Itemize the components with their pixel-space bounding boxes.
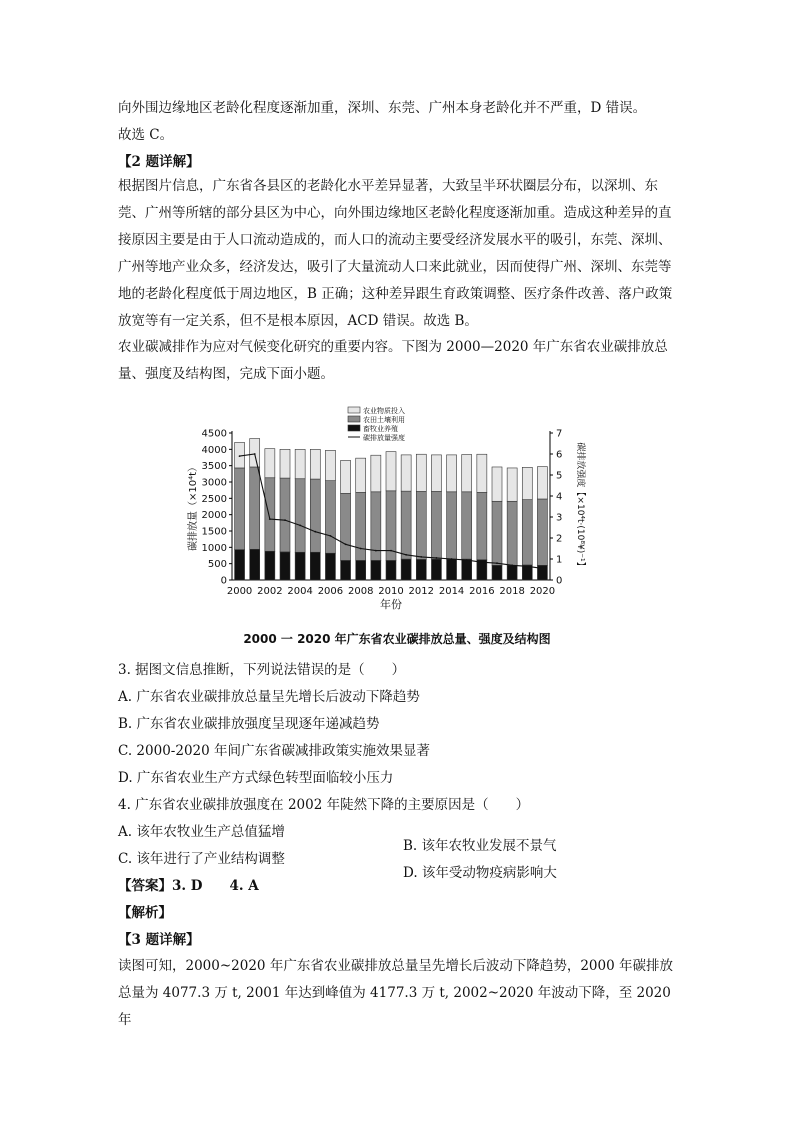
- x-tick-label: 2010: [378, 586, 404, 597]
- x-tick-label: 2008: [347, 586, 374, 597]
- bar-segment: [401, 455, 411, 491]
- bar-segment: [310, 552, 320, 580]
- bar-segment: [492, 501, 502, 565]
- q2-heading: 【2 题详解】: [118, 154, 200, 170]
- y-axis-label-left: 碳排放量（×10⁴t）: [188, 461, 199, 552]
- y-tick-label-right: 2: [556, 533, 563, 545]
- bar-segment: [295, 479, 305, 553]
- q4-option-d: D. 该年受动物疫病影响大: [403, 864, 557, 881]
- bar-segment: [507, 501, 517, 565]
- intensity-point: [390, 550, 392, 552]
- q3-option-b: B. 广东省农业碳排放强度呈现逐年递减趋势: [118, 716, 380, 732]
- intensity-point: [420, 556, 422, 558]
- intro2-paragraph: 农业碳减排作为应对气候变化研究的重要内容。下图为 2000—2020 年广东省农业碳排放总量、强度及结构图，完成下面小题。: [118, 339, 668, 382]
- intensity-point: [239, 455, 241, 457]
- bar-segment: [265, 478, 275, 551]
- bar-segment: [462, 492, 472, 559]
- bar-segment: [356, 560, 366, 580]
- legend-label: 农业物质投入: [363, 407, 405, 415]
- intensity-point: [360, 548, 362, 550]
- bar-segment: [371, 560, 381, 580]
- bar-segment: [250, 439, 260, 467]
- y-tick-label-right: 6: [556, 449, 563, 461]
- bar-segment: [431, 455, 441, 492]
- bar-segment: [356, 458, 366, 492]
- bar-segment: [447, 455, 457, 492]
- bar-segment: [325, 553, 335, 580]
- q2-paragraph: 根据图片信息，广东省各县区的老龄化水平差异显著，大致呈半环状圈层分布，以深圳、东莞、广州等所辖的部分县区为中心，向外围边缘地区老龄化程度逐渐加重。造成这种差异的直接原因主要是由于人口流动造成的，而人口的流动主要受经济发展水平的吸引，东莞、深圳、广州等地产业众多，经济发达，吸引了大量流动人口来此就业，因而使得广州、深圳、东莞等地的老龄化程度低于周边地区，B 正确；这种差异跟生育政策调整、医疗条件改善、落户政策放宽等有一定关系，但不是根本原因，ACD 错误。故选 B。: [118, 178, 673, 329]
- x-tick-label: 2004: [287, 586, 313, 597]
- y-tick-label-left: 3500: [201, 461, 227, 473]
- bar-segment: [401, 491, 411, 559]
- bar-segment: [416, 559, 426, 580]
- intensity-point: [511, 564, 513, 566]
- bar-segment: [462, 559, 472, 580]
- intensity-point: [405, 554, 407, 556]
- intro-line-1: 向外围边缘地区老龄化程度逐渐加重，深圳、东莞、广州本身老龄化并不严重，D 错误。: [118, 100, 647, 116]
- bar-segment: [477, 492, 487, 559]
- bar-segment: [341, 560, 351, 580]
- bar-segment: [280, 478, 290, 552]
- x-tick-label: 2002: [257, 586, 283, 597]
- legend-label: 农田土壤利用: [363, 416, 405, 424]
- y-tick-label-right: 0: [556, 575, 563, 587]
- bar-segment: [386, 452, 396, 491]
- bar-segment: [325, 481, 335, 554]
- q3-option-c: C. 2000-2020 年间广东省碳减排政策实施效果显著: [118, 743, 430, 759]
- intensity-point: [254, 453, 256, 455]
- bar-segment: [416, 454, 426, 491]
- bar-segment: [462, 455, 472, 492]
- bar-segment: [341, 460, 351, 493]
- q3-option-d: D. 广东省农业生产方式绿色转型面临较小压力: [118, 770, 394, 786]
- x-axis-label: 年份: [380, 598, 402, 611]
- bar-segment: [265, 551, 275, 580]
- legend-label: 畜牧业养殖: [363, 425, 398, 433]
- q3-detail-paragraph: 读图可知，2000~2020 年广东省农业碳排放总量呈先增长后波动下降趋势，2000 年碳排放总量为 4077.3 万 t, 2001 年达到峰值为 4177.3 万 t, 2002~2020 年波动下降，至 2020 年: [118, 958, 673, 1028]
- bar-segment: [477, 454, 487, 492]
- intensity-point: [269, 518, 271, 520]
- bar-segment: [507, 468, 517, 501]
- bar-segment: [235, 550, 245, 580]
- intro-line-2: 故选 C。: [118, 127, 174, 143]
- intensity-point: [345, 543, 347, 545]
- intensity-point: [436, 557, 438, 559]
- bar-segment: [295, 449, 305, 478]
- y-tick-label-left: 0: [220, 575, 227, 587]
- y-tick-label-left: 4500: [201, 428, 227, 440]
- y-tick-label-left: 2000: [201, 510, 227, 522]
- legend-label: 碳排放量强度: [363, 434, 405, 442]
- intensity-point: [284, 519, 286, 521]
- q4-option-b: B. 该年农牧业发展不景气: [403, 837, 557, 854]
- legend-swatch: [348, 425, 360, 431]
- bar-segment: [341, 493, 351, 560]
- q3-detail-heading: 【3 题详解】: [118, 932, 200, 948]
- intensity-point: [466, 559, 468, 561]
- bar-segment: [522, 467, 532, 499]
- bar-segment: [325, 450, 335, 480]
- intensity-point: [299, 525, 301, 527]
- y-tick-label-right: 7: [556, 428, 563, 440]
- x-tick-label: 2016: [469, 586, 495, 597]
- bar-segment: [250, 467, 260, 549]
- q4-stem: 4. 广东省农业碳排放强度在 2002 年陡然下降的主要原因是（ ）: [118, 797, 530, 813]
- bar-segment: [416, 491, 426, 559]
- intensity-point: [330, 535, 332, 537]
- bar-segment: [431, 491, 441, 559]
- x-tick-label: 2006: [317, 586, 344, 597]
- x-tick-label: 2012: [408, 586, 435, 597]
- bar-segment: [250, 549, 260, 580]
- q4-option-a: A. 该年农牧业生产总值猛增: [118, 824, 285, 840]
- bar-segment: [537, 499, 547, 565]
- intensity-point: [542, 568, 544, 570]
- carbon-emission-chart: [180, 405, 600, 617]
- intensity-point: [375, 550, 377, 552]
- y-tick-label-left: 1500: [201, 526, 227, 538]
- answer-line: 【答案】3. D 4. A: [118, 878, 259, 894]
- x-tick-label: 2014: [438, 586, 465, 597]
- y-tick-label-left: 2500: [201, 493, 227, 505]
- bar-segment: [280, 449, 290, 478]
- chart-caption: 2000 一 2020 年广东省农业碳排放总量、强度及结构图: [243, 632, 551, 646]
- intensity-point: [526, 565, 528, 567]
- analysis-heading: 【解析】: [118, 905, 172, 921]
- y-axis-label-right: 碳排放强度【×10⁴t·(10⁸¥)⁻¹】: [575, 442, 585, 571]
- q3-stem: 3. 据图文信息推断，下列说法错误的是（ ）: [118, 662, 406, 678]
- bar-segment: [371, 455, 381, 492]
- intensity-point: [481, 561, 483, 563]
- x-tick-label: 2018: [499, 586, 525, 597]
- bar-segment: [356, 492, 366, 560]
- bar-segment: [537, 467, 547, 499]
- bar-segment: [280, 552, 290, 580]
- bar-segment: [431, 559, 441, 580]
- legend-swatch: [348, 416, 360, 422]
- x-tick-label: 2020: [529, 586, 556, 597]
- y-tick-label-left: 1000: [201, 542, 227, 554]
- q3-option-a: A. 广东省农业碳排放总量呈先增长后波动下降趋势: [118, 689, 420, 705]
- y-tick-label-left: 4000: [201, 444, 227, 456]
- bar-segment: [310, 479, 320, 552]
- bar-segment: [310, 449, 320, 479]
- y-tick-label-left: 3000: [201, 477, 227, 489]
- y-tick-label-right: 3: [556, 512, 563, 524]
- bar-segment: [492, 565, 502, 580]
- bar-segment: [265, 449, 275, 478]
- bar-segment: [386, 560, 396, 580]
- y-tick-label-right: 5: [556, 470, 563, 482]
- y-tick-label-right: 1: [556, 554, 563, 566]
- bar-segment: [447, 492, 457, 559]
- intensity-point: [451, 558, 453, 560]
- bar-segment: [492, 467, 502, 501]
- intensity-point: [314, 531, 316, 533]
- intensity-point: [496, 562, 498, 564]
- y-tick-label-left: 500: [207, 559, 227, 571]
- y-tick-label-right: 4: [556, 491, 563, 503]
- q4-option-c: C. 该年进行了产业结构调整: [118, 851, 285, 867]
- bar-segment: [507, 565, 517, 580]
- bar-segment: [235, 468, 245, 550]
- bar-segment: [522, 500, 532, 565]
- bar-segment: [401, 559, 411, 580]
- bar-segment: [447, 559, 457, 580]
- x-tick-label: 2000: [226, 586, 253, 597]
- legend-swatch: [348, 407, 360, 413]
- bar-segment: [295, 552, 305, 580]
